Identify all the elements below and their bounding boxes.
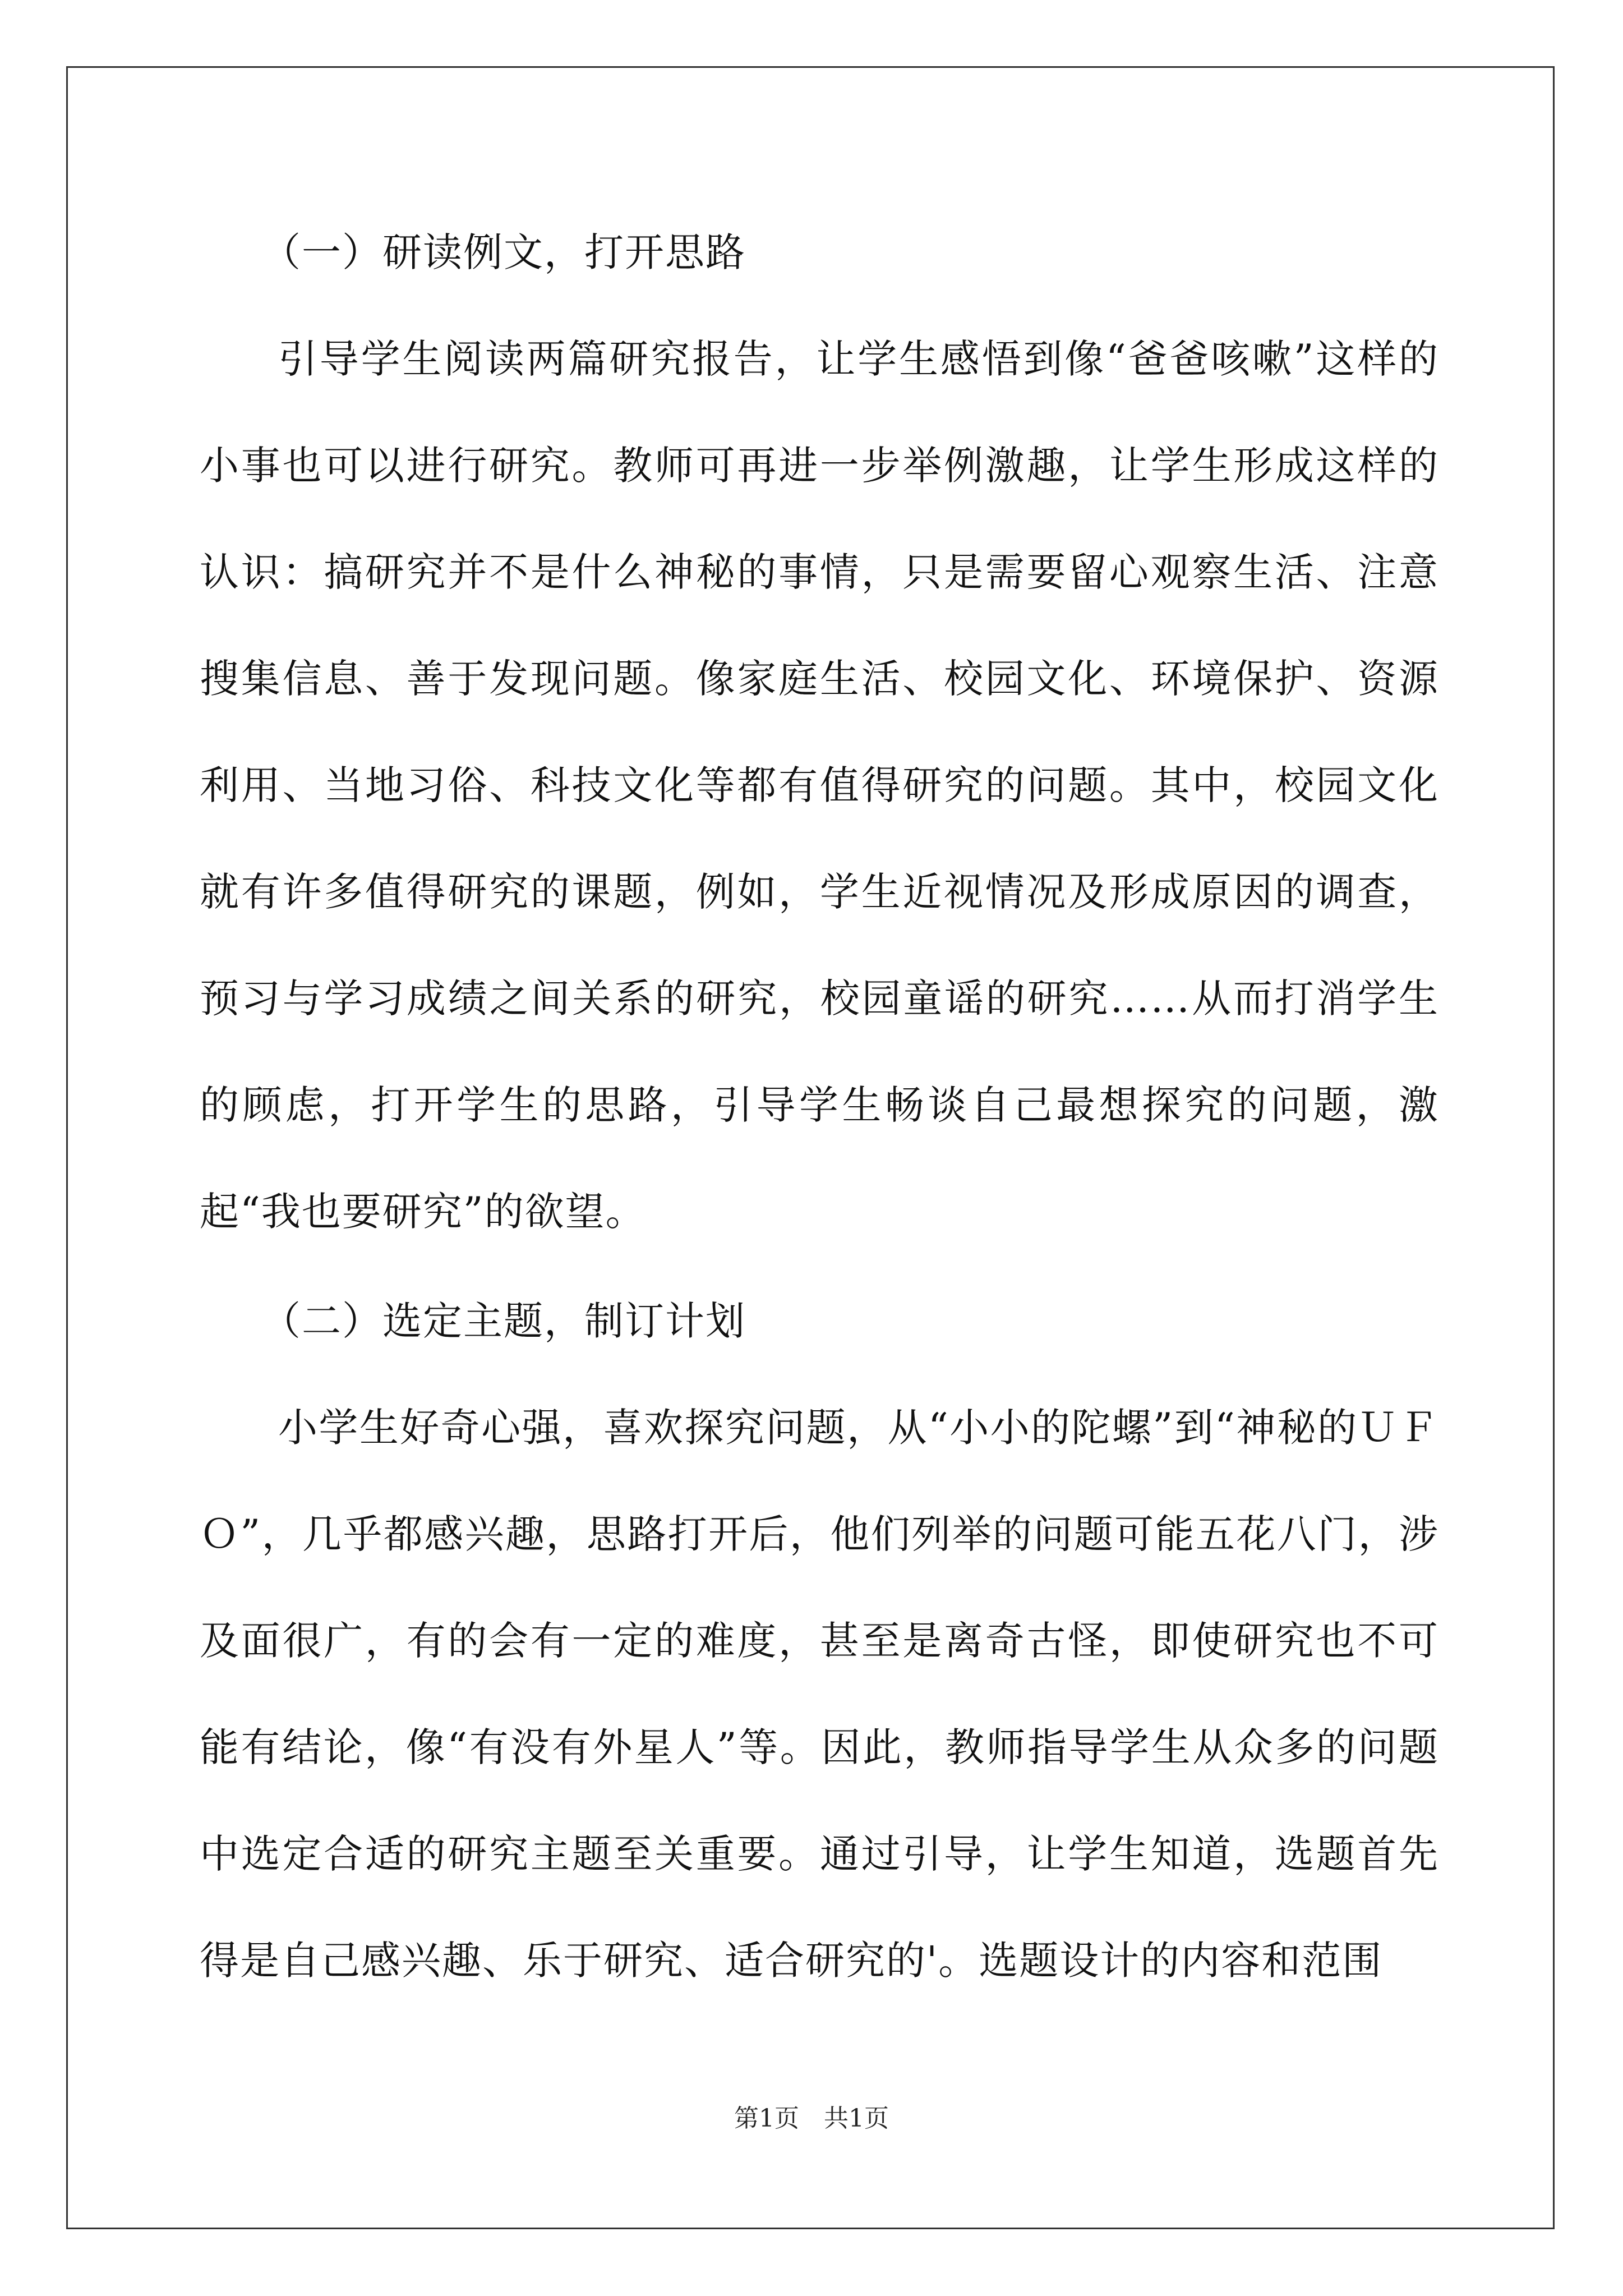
section-2-paragraph: 小学生好奇心强，喜欢探究问题，从“小小的陀螺”到“神秘的ＵＦＯ”，几乎都感兴趣，思路打开后，他们列举的问题可能五花八门，涉及面很广，有的会有一定的难度，甚至是离奇古怪，即使研究也不可能有结论，像“有没有外星人”等。因此，教师指导学生从众多的问题中选定合适的研究主题至关重要。通过引导，让学生知道，选题首先得是自己感兴趣、乐于研究、适合研究的'。选题设计的内容和范围 bbox=[200, 1405, 1439, 1984]
section-1-heading: （一）研读例文，打开思路 bbox=[261, 229, 746, 275]
section-1-paragraph: 引导学生阅读两篇研究报告，让学生感悟到像“爸爸咳嗽”这样的小事也可以进行研究。教师可再进一步举例激趣，让学生形成这样的认识：搞研究并不是什么神秘的事情，只是需要留心观察生活、注意搜集信息、善于发现问题。像家庭生活、校园文化、环境保护、资源利用、当地习俗、科技文化等都有值得研究的问题。其中，校园文化就有许多值得研究的课题，例如，学生近视情况及形成原因的调查，预习与学习成绩之间关系的研究，校园童谣的研究……从而打消学生的顾虑，打开学生的思路，引导学生畅谈自己最想探究的问题，激起“我也要研究”的欲望。 bbox=[200, 336, 1439, 1235]
section-2-heading: （二）选定主题，制订计划 bbox=[261, 1298, 746, 1344]
page-footer: 第1页 共1页 bbox=[734, 2104, 889, 2133]
